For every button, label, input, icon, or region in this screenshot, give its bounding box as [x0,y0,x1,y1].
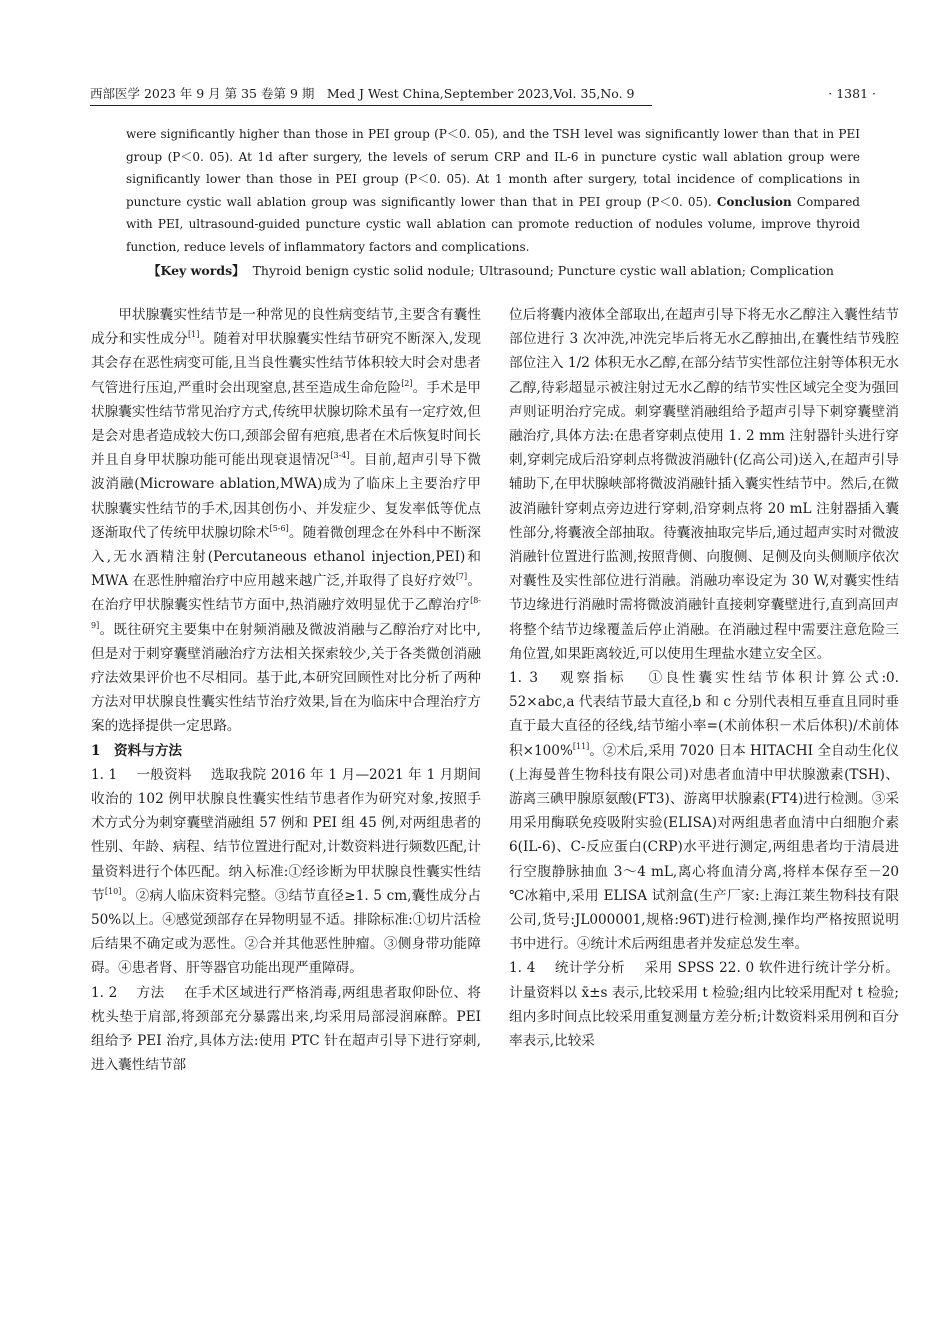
intro-text: 。随着对甲状腺囊实性结节研究不断深入,发现其会存在恶性病变可能,且当良性囊实性结节体积较大时会对患者气管进行压迫,严重时会出现窒息,甚至造成生命危险 [91,331,481,396]
page-number: · 1381 · [828,86,876,101]
conclusion-label: Conclusion [716,194,792,209]
body-text: ①良性囊实性结节体积计算公式:0. 52×abc,a 代表结节最大直径,b 和 c 分别代表相互垂直且同时垂直于最大直径的径线,结节缩小率=(术前体积－术后体积)/术前体积×100% [509,670,899,759]
keywords-text: Thyroid benign cystic solid nodule; Ultrasound; Puncture cystic wall ablation; Complication [252,263,834,278]
citation: [10] [104,886,122,896]
subsection-1-3 [509,666,899,956]
citation: [7] [455,572,468,582]
header-rule [90,105,652,106]
abstract-english [126,123,860,259]
intro-text: 甲状腺囊实性结节是一种常见的良性病变结节,主要含有囊性成分和实性成分 [91,307,481,348]
body-text: 。②术后,采用 7020 日本 HITACHI 全自动生化仪(上海曼普生物科技有限公司)对患者血清中甲状腺激素(TSH)、游离三碘甲腺原氨酸(FT3)、游离甲状腺素(FT4)进行检测。③采用采用酶联免疫吸附实验(ELISA)对两组患者血清中白细胞介素 6(IL-6)、C-反应蛋白(CRP)水平进行测定,两组患者均于清晨进行空腹静脉抽血 3～4 mL,离心将血清分离,将样本保存至－20 ℃冰箱中,采用 ELISA 试剂盒(生产厂家:上海江莱生物科技有限公司,货号:JL000001,规格:96T)进行检测,操作均严格按照说明书中进行。④统计术后两组患者并发症总发生率。 [509,742,899,953]
body-text: 采用 SPSS 22. 0 软件进行统计学分析。计量资料以 x̄±s 表示,比较采用 t 检验;组内比较采用配对 t 检验;组内多时间点比较采用重复测量方差分析;计数资料采用例和百分率表示,比较采 [509,960,900,1050]
body-text: 在手术区域进行严格消毒,两组患者取仰卧位、将枕头垫于肩部,将颈部充分暴露出来,均采用局部浸润麻醉。PEI 组给予 PEI 治疗,具体方法:使用 PTC 针在超声引导下进行穿刺,进入囊性结节部 [91,984,481,1074]
subsection-number: 1. 3 [509,670,538,687]
intro-text: 。既往研究主要集中在射频消融及微波消融与乙醇治疗对比中,但是对于刺穿囊壁消融治疗方法相关探索较少,关于各类微创消融疗法效果评价也不尽相同。基于此,本研究回顾性对比分析了两种方法对甲状腺良性囊实性结节治疗效果,旨在为临床中合理治疗方案的选择提供一定思路。 [91,621,481,735]
section-heading: 1 资料与方法 [91,742,183,759]
journal-citation: 西部医学 2023 年 9 月 第 35 卷第 9 期 Med J West China,September 2023,Vol. 35,No. 9 [90,86,635,101]
abstract-conclusion-text: Compared with PEI, ultrasound-guided puncture cystic wall ablation can promote reduction of nodules volume, improve thyroid function, reduce levels of inflammatory factors and complications. [126,194,860,254]
citation: [11] [572,741,590,751]
methods-continuation: 位后将囊内液体全部取出,在超声引导下将无水乙醇注入囊性结节部位进行 3 次冲洗,冲洗完毕后将无水乙醇抽出,在囊性结节残腔部位注入 1/2 体积无水乙醇,在部分结节实性部位注射等体积无水乙醇,待彩超显示被注射过无水乙醇的结节实性区域完全变为强回声则证明治疗完成。刺穿囊壁消融组给予超声引导下刺穿囊壁消融治疗,具体方法:在患者穿刺点使用 1. 2 mm 注射器针头进行穿刺,穿刺完成后沿穿刺点将微波消融针(亿高公司)送入,在超声引导辅助下,在甲状腺峡部将微波消融针插入囊实性结节中。然后,在微波消融针穿刺点旁边进行穿刺,沿穿刺点将 20 mL 注射器插入囊性部分,将囊液全部抽取。待囊液抽取完毕后,通过超声实时对微波消融针位置进行监测,按照背侧、向腹侧、足侧及向头侧顺序依次对囊性及实性部位进行消融。消融功率设定为 30 W,对囊实性结节边缘进行消融时需将微波消融针直接刺穿囊壁进行,直到高回声将整个结节边缘覆盖后停止消融。在消融过程中需要注意危险三角位置,如果距离较近,可以使用生理盐水建立安全区。 [509,307,899,662]
intro-text: 。在治疗甲状腺囊实性结节方面中,热消融疗效明显优于乙醇治疗 [91,573,482,614]
subsection-title: 一般资料 [136,766,192,783]
running-header [90,84,876,104]
intro-paragraph [91,303,481,739]
subsection-1-2 [91,981,481,1078]
abstract-paragraph [126,123,860,259]
subsection-1-4 [509,956,899,1053]
citation: [3-4] [330,451,350,461]
intro-text: 。随着微创理念在外科中不断深入,无水酒精注射(Percutaneous ethanol injection,PEI)和 MWA 在恶性肿瘤治疗中应用越来越广泛,并取得了良好疗效 [91,524,482,590]
right-column [509,303,899,1053]
keywords [148,261,878,281]
body-text: 选取我院 2016 年 1 月—2021 年 1 月期间收治的 102 例甲状腺良性囊实性结节患者作为研究对象,按照手术方式分为刺穿囊壁消融组 57 例和 PEI 组 45 例,对两组患者的性别、年龄、病程、结节位置进行配对,计数资料进行频数匹配,计量资料进行个体匹配。纳入标准:①经诊断为甲状腺良性囊实性结节 [91,766,482,904]
citation: [2] [401,378,413,388]
intro-text: 。手术是甲状腺囊实性结节常见治疗方式,传统甲状腺切除术虽有一定疗效,但是会对患者造成较大伤口,颈部会留有疤痕,患者在术后恢复时间长并且自身甲状腺功能可能出现衰退情况 [91,379,482,469]
subsection-title: 观察指标 [557,670,627,687]
keywords-label: 【Key words】 [148,263,245,278]
intro-text: 。目前,超声引导下微波消融(Microware ablation,MWA)成为了临床上主要治疗甲状腺囊实性结节的手术,因其创伤小、并发症少、复发率低等优点逐渐取代了传统甲状腺切除术 [91,452,482,541]
subsection-number: 1. 1 [91,766,118,783]
subsection-title: 统计学分析 [554,960,626,977]
body-text: 。②病人临床资料完整。③结节直径≥1. 5 cm,囊性成分占 50%以上。④感觉颈部存在异物明显不适。排除标准:①切片活检后结果不确定或为恶性。②合并其他恶性肿瘤。③侧身带功能障碍。④患者肾、肝等器官功能出现严重障碍。 [91,887,481,977]
abstract-results-text: were significantly higher than those in PEI group (P＜0. 05), and the TSH level was significantly lower than that in PEI group (P＜0. 05). At 1d after surgery, the levels of serum CRP and IL-6 in puncture cystic wall ablation group were significantly lower than those in PEI group (P＜0. 05). At 1 month after surgery, total incidence of complications in puncture cystic wall ablation group was significantly lower than that in PEI group (P＜0. 05). [126,127,860,209]
subsection-1-1 [91,763,481,981]
citation: [1] [187,330,200,340]
subsection-number: 1. 2 [91,984,118,1001]
subsection-number: 1. 4 [509,960,536,977]
subsection-title: 方法 [136,984,165,1001]
left-column [91,303,481,1078]
citation: [5-6] [269,523,289,533]
citation: [8-9] [91,596,481,630]
